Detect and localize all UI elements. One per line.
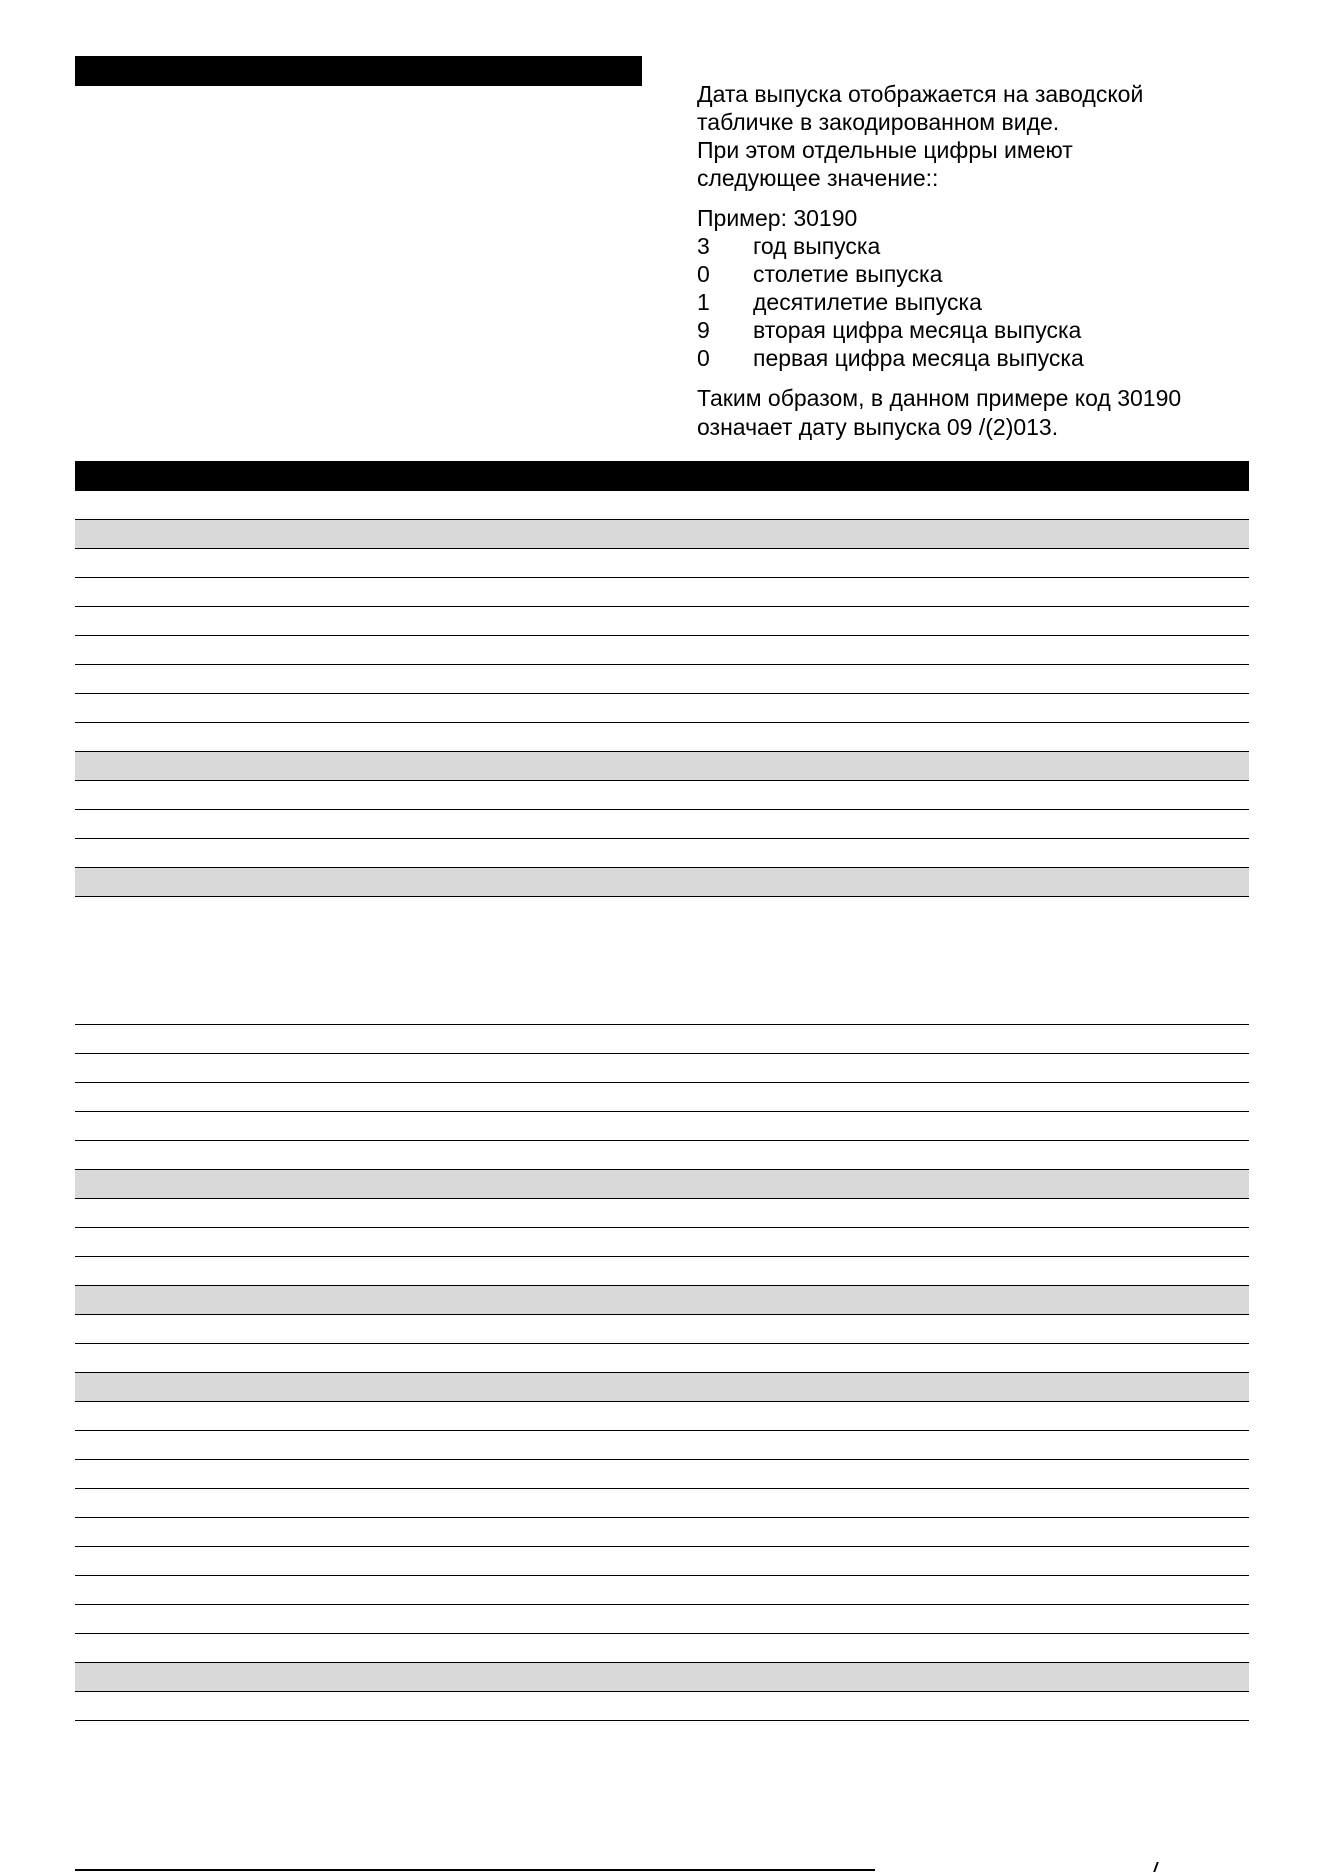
section-header-bar — [75, 56, 642, 86]
table-row — [75, 1547, 1249, 1576]
intro-paragraph — [697, 80, 1257, 192]
legend-digit: 0 — [697, 345, 710, 371]
table-row — [75, 665, 1249, 694]
table-row — [75, 1431, 1249, 1460]
legend-meaning: десятилетие выпуска — [753, 289, 982, 315]
table-row — [75, 520, 1249, 549]
intro-line: При этом отдельные цифры имеют — [697, 137, 1073, 163]
intro-line: следующее значение:: — [697, 165, 939, 191]
table-row — [75, 1402, 1249, 1431]
table-row — [75, 897, 1249, 1025]
table-row — [75, 810, 1249, 839]
legend-meaning: вторая цифра месяца выпуска — [753, 317, 1082, 343]
table-row — [75, 578, 1249, 607]
table-row — [75, 781, 1249, 810]
intro-line: табличке в закодированном виде. — [697, 109, 1060, 135]
legend-digit: 3 — [697, 233, 710, 259]
table-row — [75, 1663, 1249, 1692]
footer-rule — [75, 1869, 875, 1871]
table-row — [75, 1605, 1249, 1634]
table-row — [75, 1083, 1249, 1112]
table-row — [75, 1315, 1249, 1344]
table-row — [75, 1286, 1249, 1315]
legend-row — [697, 260, 1257, 288]
legend-row — [697, 288, 1257, 316]
table-row — [75, 607, 1249, 636]
legend-row — [697, 232, 1257, 260]
table-row — [75, 1228, 1249, 1257]
table-row — [75, 1054, 1249, 1083]
legend-meaning: столетие выпуска — [753, 261, 943, 287]
table-row — [75, 1489, 1249, 1518]
table-row — [75, 636, 1249, 665]
legend-meaning: год выпуска — [753, 233, 881, 259]
table-row — [75, 1025, 1249, 1054]
table-row — [75, 491, 1249, 520]
result-paragraph — [697, 384, 1257, 442]
example-title: Пример: 30190 — [697, 205, 858, 231]
table-row — [75, 1576, 1249, 1605]
table-row — [75, 1373, 1249, 1402]
table-row — [75, 1170, 1249, 1199]
legend-row — [697, 316, 1257, 344]
table-row — [75, 549, 1249, 578]
legend-digit: 9 — [697, 317, 710, 343]
intro-line: Дата выпуска отображается на заводской — [697, 81, 1144, 107]
example-paragraph — [697, 204, 1257, 372]
legend-row — [697, 344, 1257, 372]
table-row — [75, 1460, 1249, 1489]
table-row — [75, 868, 1249, 897]
table-row — [75, 1692, 1249, 1721]
table-row — [75, 1199, 1249, 1228]
table-header-bar — [75, 461, 1249, 491]
table-row — [75, 723, 1249, 752]
legend-meaning: первая цифра месяца выпуска — [753, 345, 1084, 371]
table-row — [75, 1141, 1249, 1170]
production-date-explanation — [697, 80, 1257, 454]
table-row — [75, 1634, 1249, 1663]
table-row — [75, 1257, 1249, 1286]
specifications-table — [75, 491, 1249, 1721]
legend-digit: 0 — [697, 261, 710, 287]
table-row — [75, 839, 1249, 868]
result-line: Таким образом, в данном примере код 30190 — [697, 385, 1182, 411]
table-row — [75, 1518, 1249, 1547]
table-row — [75, 752, 1249, 781]
table-row — [75, 1112, 1249, 1141]
legend-digit: 1 — [697, 289, 710, 315]
table-row — [75, 1344, 1249, 1373]
footer-mark — [1153, 1862, 1165, 1872]
result-line: означает дату выпуска 09 /(2)013. — [697, 414, 1059, 440]
table-row — [75, 694, 1249, 723]
